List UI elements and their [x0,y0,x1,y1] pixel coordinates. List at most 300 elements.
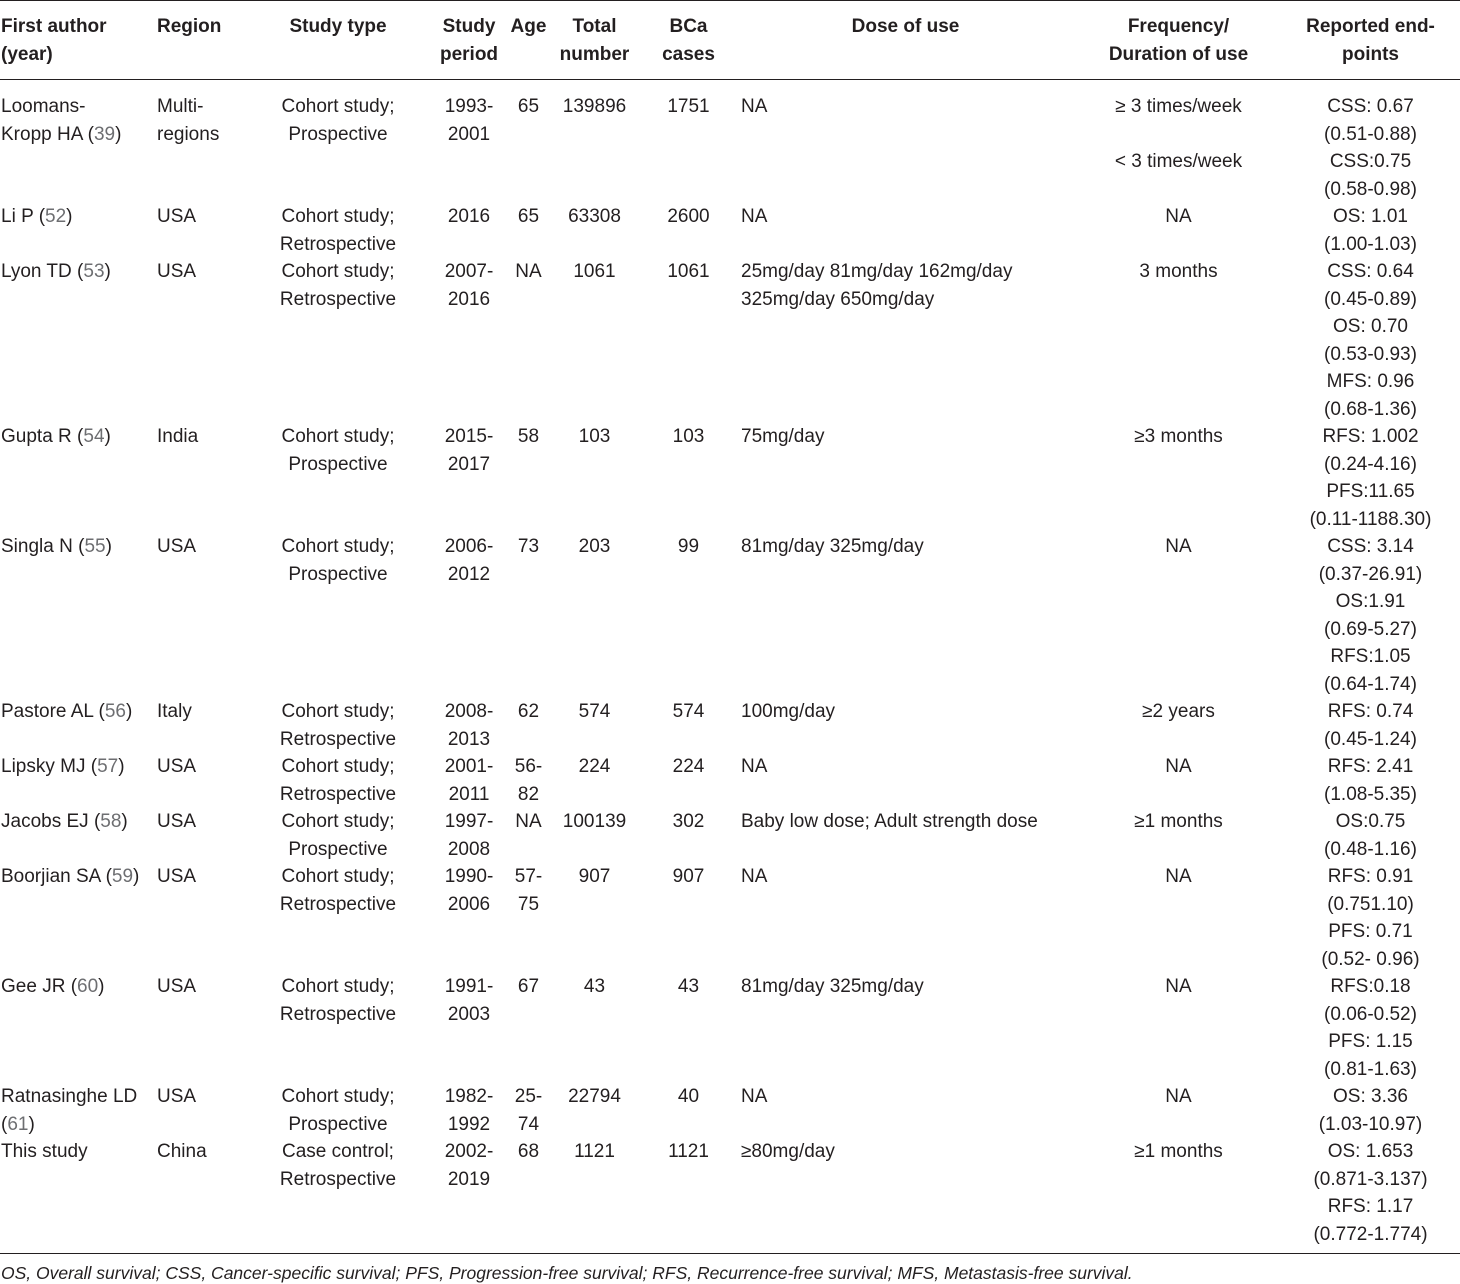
cell-study-type [246,258,430,423]
cell-endpoints-line: (0.37-26.91) [1318,563,1423,585]
cell-study-period [430,863,508,973]
header-text: Dose of use [851,16,960,37]
cell-author [0,533,155,698]
reference-link[interactable]: 58 [100,811,122,832]
cell-age [508,753,549,808]
header-text: cases [662,43,715,65]
cell-author-line: Ratnasinghe LD [1,1086,138,1107]
cell-bca-cases [640,1083,737,1138]
cell-endpoints-line: RFS: 1.002 [1322,426,1419,447]
cell-region [155,808,246,863]
cell-frequency [1074,753,1283,808]
cell-frequency-line: NA [1165,206,1192,227]
cell-dose [737,258,1074,423]
cell-study-period-line: 2013 [447,728,491,750]
cell-age-line: 62 [517,701,540,722]
cell-dose [737,203,1074,258]
cell-region [155,1083,246,1138]
cell-total-number [549,80,640,204]
cell-study-type-line: Cohort study; [281,96,395,117]
cell-endpoints-line: PFS: 0.71 [1328,921,1413,942]
cell-study-type-line: Cohort study; [281,1086,395,1107]
cell-bca-cases-line: 103 [672,426,705,447]
cell-age-line: 57- [514,866,543,887]
cell-bca-cases-line: 2600 [667,206,710,227]
cell-study-type [246,1083,430,1138]
cell-region-line: USA [157,536,197,557]
cell-age [508,863,549,973]
cell-endpoints [1283,80,1460,204]
cell-study-type-line: Prospective [288,838,388,860]
cell-frequency-line: NA [1165,866,1192,887]
cell-bca-cases [640,1138,737,1248]
cell-bca-cases-line: 1751 [667,96,710,117]
cell-total-number-line: 103 [578,426,611,447]
cell-author [0,203,155,258]
cell-study-period-line: 1997- [444,811,494,832]
cell-endpoints-line: RFS: 2.41 [1327,756,1414,777]
cell-region [155,973,246,1083]
author-name: Gupta R [1,426,78,447]
cell-frequency-line: ≥ 3 times/week [1115,96,1242,117]
cell-endpoints [1283,533,1460,698]
reference-link[interactable]: 59 [111,866,134,887]
cell-dose-line: 25mg/day 81mg/day 162mg/day [741,261,1013,282]
cell-total-number-line: 139896 [562,96,627,117]
reference-link[interactable]: 61 [7,1113,29,1135]
author-name: Singla N [1,536,79,557]
cell-study-type-line: Cohort study; [281,811,395,832]
cell-study-period-line: 2007- [444,261,494,282]
cell-author-line: Boorjian SA (59) [1,866,140,887]
cell-frequency [1074,80,1283,204]
cell-study-type-line: Retrospective [279,1003,397,1025]
cell-frequency-line: ≥2 years [1142,701,1215,722]
author-name: Kropp HA [1,123,88,145]
cell-study-type-line: Retrospective [279,1168,397,1190]
author-name: Lipsky MJ [1,756,91,777]
cell-author-line: Singla N (55) [1,536,112,557]
cell-study-period [430,753,508,808]
cell-bca-cases-line: 43 [677,976,700,997]
author-name: Gee JR [1,976,71,997]
cell-frequency-line: NA [1165,1086,1192,1107]
cell-endpoints-line: (0.45-0.89) [1324,288,1417,310]
header-row [0,1,1460,80]
cell-study-period-line: 2015- [444,426,494,447]
cell-study-type [246,973,430,1083]
cell-age-line: 82 [517,783,540,805]
cell-study-period-line: 2003 [447,1003,491,1025]
cell-author-line: Pastore AL (56) [1,701,133,722]
cell-author [0,1083,155,1138]
cell-region [155,698,246,753]
header-text: BCa [669,16,708,37]
cell-age-line: 56- [514,756,543,777]
cell-endpoints-line: RFS:0.18 [1330,976,1411,997]
cell-endpoints [1283,753,1460,808]
cell-study-period-line: 1982- [444,1086,494,1107]
cell-study-period-line: 2002- [444,1141,494,1162]
cell-study-type [246,1138,430,1248]
cell-study-period [430,698,508,753]
cell-age [508,973,549,1083]
reference-link[interactable]: 54 [83,426,105,447]
cell-dose [737,1138,1074,1248]
table-row [0,1138,1460,1248]
table-row [0,423,1460,533]
cell-total-number-line: 1061 [573,261,616,282]
cell-bca-cases-line: 99 [677,536,700,557]
cell-study-type-line: Retrospective [279,728,397,750]
cell-dose-line: 75mg/day [741,426,825,447]
cell-endpoints-line: (0.06-0.52) [1324,1003,1417,1025]
cell-author-line: Gee JR (60) [1,976,105,997]
header-region [155,1,246,80]
cell-total-number [549,1083,640,1138]
cell-total-number [549,423,640,533]
cell-age-line: 68 [517,1141,540,1162]
cell-endpoints-line: RFS:1.05 [1330,646,1411,667]
cell-author-line: Jacobs EJ (58) [1,811,128,832]
cell-author-line: This study [1,1141,88,1162]
reference-link[interactable]: 56 [104,701,126,722]
table-row [0,698,1460,753]
header-text: Region [157,16,222,37]
cell-frequency-line: NA [1165,756,1192,777]
cell-dose [737,1083,1074,1138]
cell-author-line: Lipsky MJ (57) [1,756,125,777]
cell-endpoints-line: (0.68-1.36) [1324,398,1417,420]
cell-study-type [246,203,430,258]
cell-study-period-line: 1993- [444,96,494,117]
cell-study-type-line: Prospective [288,123,388,145]
cell-region [155,423,246,533]
cell-study-type-line: Cohort study; [281,976,395,997]
header-age [508,1,549,80]
header-text: (year) [1,43,53,65]
header-text: Total [572,16,617,37]
header-study-period [430,1,508,80]
cell-study-type-line: Cohort study; [281,536,395,557]
cell-region-line: Multi- [157,96,204,117]
cell-age-line: 73 [517,536,540,557]
cell-bca-cases-line: 40 [677,1086,700,1107]
cell-study-period [430,423,508,533]
cell-endpoints-line: OS:0.75 [1335,811,1406,832]
cell-dose-line: Baby low dose; Adult strength dose [741,811,1038,832]
cell-frequency [1074,1083,1283,1138]
reference-link[interactable]: 57 [97,756,119,777]
cell-study-type-line: Retrospective [279,893,397,915]
cell-frequency-line: ≥1 months [1134,1141,1223,1162]
cell-endpoints [1283,423,1460,533]
cell-total-number-line: 574 [578,701,611,722]
cell-author [0,80,155,204]
cell-endpoints-line: (0.64-1.74) [1324,673,1417,695]
cell-endpoints-line: (0.81-1.63) [1324,1058,1417,1080]
cell-author [0,423,155,533]
header-text: Frequency/ [1127,16,1230,37]
table-row [0,808,1460,863]
table-body [0,80,1460,1249]
cell-study-period [430,533,508,698]
cell-endpoints [1283,808,1460,863]
cell-study-type-line: Cohort study; [281,701,395,722]
cell-age [508,423,549,533]
cell-total-number [549,753,640,808]
cell-author-line: (61) [1,1113,35,1135]
header-text: Duration of use [1108,43,1249,65]
cell-bca-cases [640,423,737,533]
table-row [0,80,1460,204]
reference-link[interactable]: 52 [45,206,67,227]
cell-total-number-line: 203 [578,536,611,557]
cell-bca-cases [640,258,737,423]
cell-frequency [1074,1138,1283,1248]
cell-dose-line: ≥80mg/day [741,1141,835,1162]
cell-frequency-line: NA [1165,536,1192,557]
cell-dose-line: 81mg/day 325mg/day [741,536,924,557]
cell-region-line: regions [157,123,220,145]
cell-study-period [430,808,508,863]
cell-study-type-line: Prospective [288,563,388,585]
reference-link[interactable]: 55 [84,536,106,557]
cell-region [155,203,246,258]
cell-dose-line: NA [741,866,768,887]
cell-age [508,698,549,753]
cell-region [155,753,246,808]
author-name: Lyon TD [1,261,78,282]
cell-dose [737,808,1074,863]
cell-region-line: USA [157,1086,197,1107]
cell-bca-cases [640,863,737,973]
cell-total-number [549,203,640,258]
cell-study-period-line: 2008 [447,838,491,860]
reference-link[interactable]: 60 [77,976,99,997]
cell-age-line: 67 [517,976,540,997]
cell-region [155,1138,246,1248]
cell-study-period-line: 2011 [448,783,490,805]
cell-study-type-line: Case control; [282,1141,394,1162]
cell-dose-line: 81mg/day 325mg/day [741,976,924,997]
cell-endpoints-line: PFS: 1.15 [1328,1031,1413,1052]
header-text: Study [442,16,496,37]
cell-bca-cases [640,808,737,863]
cell-region-line: USA [157,206,197,227]
header-text: period [439,43,499,65]
cell-dose-line: NA [741,1086,768,1107]
cell-frequency [1074,203,1283,258]
cell-frequency-line: ≥1 months [1134,811,1223,832]
cell-endpoints-line: (0.69-5.27) [1324,618,1417,640]
cell-region [155,863,246,973]
cell-endpoints-line: (0.45-1.24) [1324,728,1417,750]
cell-endpoints-line: OS: 1.653 [1327,1141,1414,1162]
cell-frequency-line: NA [1165,976,1192,997]
cell-region-line: USA [157,976,197,997]
cell-endpoints-line: CSS: 3.14 [1327,536,1414,557]
cell-endpoints-line: (1.00-1.03) [1324,233,1417,255]
cell-bca-cases [640,203,737,258]
cell-author-line: Loomans- [1,96,86,117]
cell-author [0,698,155,753]
cell-study-period [430,258,508,423]
cell-study-type-line: Retrospective [279,288,397,310]
cell-endpoints-line: (0.751.10) [1327,893,1414,915]
cell-endpoints [1283,203,1460,258]
cell-frequency [1074,973,1283,1083]
cell-study-type-line: Cohort study; [281,206,395,227]
cell-study-period-line: 2008- [444,701,494,722]
cell-total-number [549,863,640,973]
cell-dose-line: 325mg/day 650mg/day [741,288,935,310]
cell-dose [737,80,1074,204]
header-endpoints [1283,1,1460,80]
table-footnote: OS, Overall survival; CSS, Cancer-specific survival; PFS, Progression-free survival; RFS, Recurrence-free survival; MFS, Metastasis-free survival. [1,1263,1133,1283]
author-name: Jacobs EJ [1,811,94,832]
cell-author [0,808,155,863]
author-name: Li P [1,206,39,227]
cell-endpoints-line: (0.52- 0.96) [1321,948,1420,970]
cell-total-number [549,1138,640,1248]
cell-total-number-line: 907 [578,866,611,887]
cell-endpoints-line: (0.24-4.16) [1324,453,1417,475]
header-dose [737,1,1074,80]
cell-endpoints-line: PFS:11.65 [1326,481,1415,502]
cell-region-line: USA [157,866,197,887]
cell-author-line: Gupta R (54) [1,426,111,447]
cell-endpoints-line: (0.58-0.98) [1324,178,1417,200]
cell-frequency-line: < 3 times/week [1114,151,1243,172]
cell-total-number [549,698,640,753]
header-frequency [1074,1,1283,80]
reference-link[interactable]: 39 [93,123,116,145]
cell-bca-cases [640,533,737,698]
cell-total-number-line: 100139 [562,811,627,832]
cell-study-type [246,863,430,973]
cell-age-line: 75 [517,893,540,915]
cell-study-type-line: Prospective [288,1113,388,1135]
cell-endpoints-line: (0.48-1.16) [1324,838,1417,860]
table-row [0,533,1460,698]
cell-endpoints-line: (0.51-0.88) [1324,123,1417,145]
cell-age [508,258,549,423]
cell-study-period-line: 2001- [444,756,494,777]
cell-study-period-line: 2006- [444,536,494,557]
cell-dose [737,423,1074,533]
table-row [0,973,1460,1083]
cell-study-period [430,203,508,258]
cell-total-number [549,533,640,698]
header-author [0,1,155,80]
cell-study-type-line: Cohort study; [281,261,395,282]
cell-region-line: China [157,1141,207,1162]
cell-bca-cases [640,698,737,753]
cell-dose-line: NA [741,756,768,777]
reference-link[interactable]: 53 [83,261,105,282]
cell-age-line: 65 [517,206,540,227]
cell-age-line: 58 [517,426,540,447]
cell-endpoints-line: RFS: 0.91 [1327,866,1414,887]
cell-study-period-line: 1992 [447,1113,491,1135]
cell-study-type-line: Retrospective [279,783,397,805]
cell-bca-cases-line: 224 [672,756,705,777]
cell-bca-cases-line: 574 [672,701,705,722]
cell-endpoints-line: OS:1.91 [1335,591,1406,612]
header-total-number [549,1,640,80]
cell-total-number [549,258,640,423]
cell-frequency [1074,258,1283,423]
cell-study-type [246,808,430,863]
cell-author-line: Li P (52) [1,206,73,227]
cell-bca-cases [640,80,737,204]
cell-author [0,973,155,1083]
cell-bca-cases-line: 1061 [667,261,710,282]
cell-study-type-line: Cohort study; [281,756,395,777]
cell-study-period-line: 2016 [447,288,491,310]
cell-frequency-line: ≥3 months [1134,426,1223,447]
cell-author [0,863,155,973]
cell-dose-line: NA [741,96,768,117]
cell-study-period [430,1083,508,1138]
cell-endpoints-line: CSS: 0.67 [1327,96,1414,117]
cell-study-period [430,973,508,1083]
cell-endpoints-line: (0.53-0.93) [1324,343,1417,365]
cell-frequency [1074,698,1283,753]
author-name: Pastore AL [1,701,99,722]
cell-author [0,753,155,808]
cell-endpoints-line: CSS: 0.64 [1327,261,1414,282]
header-text: First author [1,16,107,37]
cell-region-line: USA [157,811,197,832]
cell-region [155,80,246,204]
cell-endpoints [1283,1138,1460,1248]
cell-frequency [1074,533,1283,698]
cell-endpoints [1283,258,1460,423]
cell-endpoints-line: (1.08-5.35) [1324,783,1417,805]
cell-bca-cases [640,973,737,1083]
cell-region-line: USA [157,756,197,777]
cell-study-type [246,80,430,204]
cell-dose [737,533,1074,698]
cell-endpoints [1283,1083,1460,1138]
cell-age-line: 65 [517,96,540,117]
cell-total-number-line: 43 [583,976,606,997]
cell-dose [737,753,1074,808]
header-text: Reported end- [1306,16,1435,37]
cell-age-line: 25- [514,1086,543,1107]
header-text: Age [510,16,547,37]
cell-bca-cases-line: 302 [672,811,705,832]
table-row [0,258,1460,423]
cell-endpoints-line: (0.11-1188.30) [1309,508,1432,530]
cell-endpoints [1283,973,1460,1083]
author-name: Boorjian SA [1,866,106,887]
cell-total-number [549,973,640,1083]
cell-study-type-line: Prospective [288,453,388,475]
header-text: number [559,43,630,65]
footnote-divider [0,1253,1460,1254]
cell-author-line: Lyon TD (53) [1,261,111,282]
cell-endpoints-line: CSS:0.75 [1329,151,1412,172]
cell-study-type-line: Cohort study; [281,426,395,447]
cell-age [508,533,549,698]
cell-bca-cases [640,753,737,808]
cell-study-type-line: Retrospective [279,233,397,255]
cell-frequency [1074,808,1283,863]
header-study-type [246,1,430,80]
